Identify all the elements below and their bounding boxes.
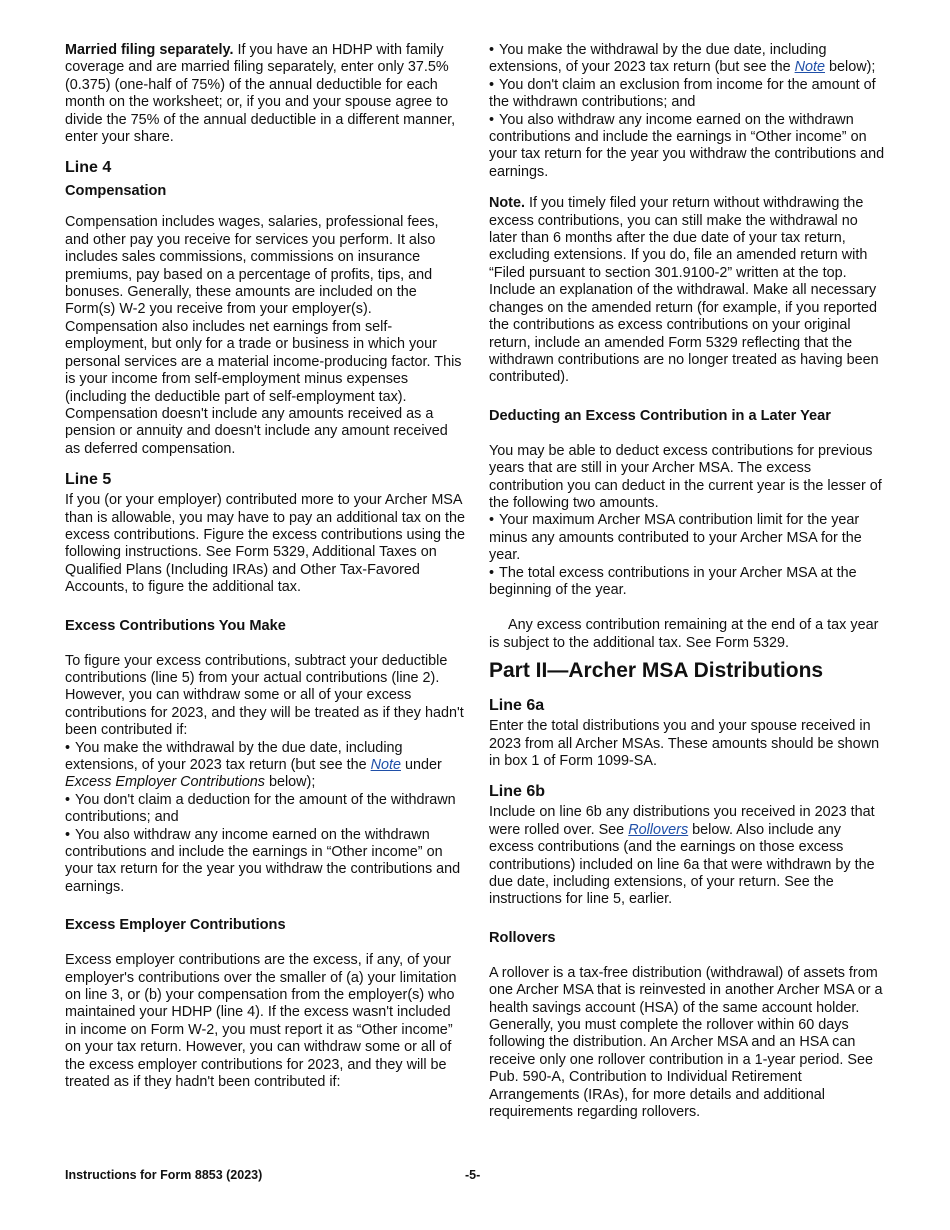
withdraw-bullet-2: • You don't claim an exclusion from income for the amount of the withdrawn contributions; and [489, 77, 889, 112]
line6b-text: Include on line 6b any distributions you received in 2023 that were rolled over. See Rollovers below. Also include any excess contributions (and the earnings on those excess contributions) included on line 6a that were withdrawn by the due date, including extensions, of your return. See the instructions for line 5, earlier. [489, 804, 875, 908]
line6a-text: Enter the total distributions you and your spouse received in 2023 from all Archer MSAs. These amounts should be shown in box 1 of Form 1099-SA. [489, 718, 880, 769]
deducting-bullet-1: • Your maximum Archer MSA contribution limit for the year minus any amounts contributed to your Archer MSA for the year. [489, 512, 889, 564]
excess-employer-text: Excess employer contributions are the excess, if any, of your employer's contributions over the smaller of (a) your limitation on line 3, or (b) your compensation from the employer(s) who maintained your HDHP (line 4). If the excess wasn't included in income on Form W-2, you must report it as “Other income” on your tax return. However, you can withdraw some or all of the excess employer contributions for 2023, and they will be treated as if they hadn't been contributed if: [65, 952, 457, 1091]
rollovers-link[interactable]: Rollovers [628, 821, 689, 838]
compensation-text: Compensation includes wages, salaries, professional fees, and other pay you receive for services you perform. It also includes sales commissions, commissions on insurance premiums, pay based on a percentage of profits, tips, and bonuses. Generally, these amounts are included on the Form(s) W-2 you receive from your employer(s). Compensation also includes net earnings from self-employment, but only for a trade or business in which your personal services are a material income-producing factor. This is your income from self-employment minus expenses (including the deductible part of self-employment tax). Compensation doesn't include any amounts received as a pension or annuity and doesn't include any amount received as deferred compensation. [65, 214, 462, 457]
note-paragraph: Note. If you timely filed your return without withdrawing the excess contributions, you can still make the withdrawal no later than 6 months after the due date of your tax return, excluding extensions. If you do, file an amended return with “Filed pursuant to section 301.9100-2” written at the top. Include an explanation of the withdrawal. Make all necessary changes on the amended return (for example, if you reported the contributions as excess contributions on your original return, include an amended Form 5329 reflecting that the withdrawn contributions are no longer treated as having been contributed). [489, 195, 879, 386]
page-number: -5- [465, 1168, 481, 1182]
deducting-bullet-2: • The total excess contributions in your Archer MSA at the beginning of the year. [489, 565, 889, 600]
deducting-text: You may be able to deduct excess contributions for previous years that are still in your Archer MSA. The excess contribution you can deduct in the current year is the lesser of the following two amounts. [489, 442, 882, 511]
note-lead: Note. [489, 195, 525, 212]
deducting-after: Any excess contribution remaining at the end of a tax year is subject to the additional tax. See Form 5329. [489, 617, 879, 651]
withdraw-bullet-1: • You make the withdrawal by the due date, including extensions, of your 2023 tax return (but see the Note below); [489, 42, 889, 77]
left-column [65, 42, 465, 1092]
excess-bullet-3: • You also withdraw any income earned on the withdrawn contributions and include the earnings in “Other income” on your tax return for the year you withdraw the contributions and earnings. [65, 827, 465, 897]
right-column [489, 42, 889, 1122]
excess-bullet-1: • You make the withdrawal by the due date, including extensions, of your 2023 tax return (but see the Note under Excess Employer Contributions below); [65, 740, 465, 792]
married-text: If you have an HDHP with family coverage and are married filing separately, enter only 37.5% (0.375) (one-half of 75%) of the annual deductible for each month on the worksheet; or, if you and your spouse agree to divide the 75% of the annual deductible in a different manner, enter your share. [65, 42, 456, 146]
married-lead: Married filing separately. [65, 42, 234, 58]
note-link-right[interactable]: Note [794, 59, 825, 76]
line5-heading: Line 5 [65, 471, 112, 489]
excess-employer-heading: Excess Employer Contributions [65, 917, 286, 934]
page-footer [65, 1168, 885, 1182]
compensation-heading: Compensation [65, 183, 167, 200]
line6a-heading: Line 6a [489, 697, 545, 715]
excess-you-make-heading: Excess Contributions You Make [65, 617, 286, 634]
line5-text: If you (or your employer) contributed more to your Archer MSA than is allowable, you may have to pay an additional tax on the excess contributions. Figure the excess contributions using the following instructions. See Form 5329, Additional Taxes on Qualified Plans (Including IRAs) and Other Tax-Favored Accounts, to figure the additional tax. [65, 492, 466, 596]
line4-heading: Line 4 [65, 159, 112, 177]
excess-you-make-text: To figure your excess contributions, subtract your deductible contributions (line 5) from your actual contributions (line 2). However, you can withdraw some or all of your excess contributions for 2023, and they will be treated as if they hadn't been contributed if: [65, 652, 464, 739]
footer-form-title: Instructions for Form 8853 (2023) [65, 1168, 263, 1182]
withdraw-bullet-3: • You also withdraw any income earned on the withdrawn contributions and include the earnings in “Other income” on your tax return for the year you withdraw the contributions and earnings. [489, 112, 889, 182]
rollovers-text: A rollover is a tax-free distribution (withdrawal) of assets from one Archer MSA that is reinvested in another Archer MSA or a health savings account (HSA) of the same account holder. Generally, you must complete the rollover within 60 days following the distribution. An Archer MSA and an HSA can receive only one rollover contribution in a 1-year period. See Pub. 590-A, Contribution to Individual Retirement Arrangements (IRAs), for more details and additional requirements regarding rollovers. [489, 964, 883, 1121]
note-link[interactable]: Note [370, 757, 401, 773]
part2-heading: Part II—Archer MSA Distributions [489, 659, 824, 683]
excess-bullet-2: • You don't claim a deduction for the amount of the withdrawn contributions; and [65, 792, 465, 827]
line6b-heading: Line 6b [489, 783, 546, 801]
deducting-heading: Deducting an Excess Contribution in a Later Year [489, 407, 831, 424]
rollovers-heading: Rollovers [489, 929, 556, 946]
married-filing-paragraph [65, 42, 465, 146]
